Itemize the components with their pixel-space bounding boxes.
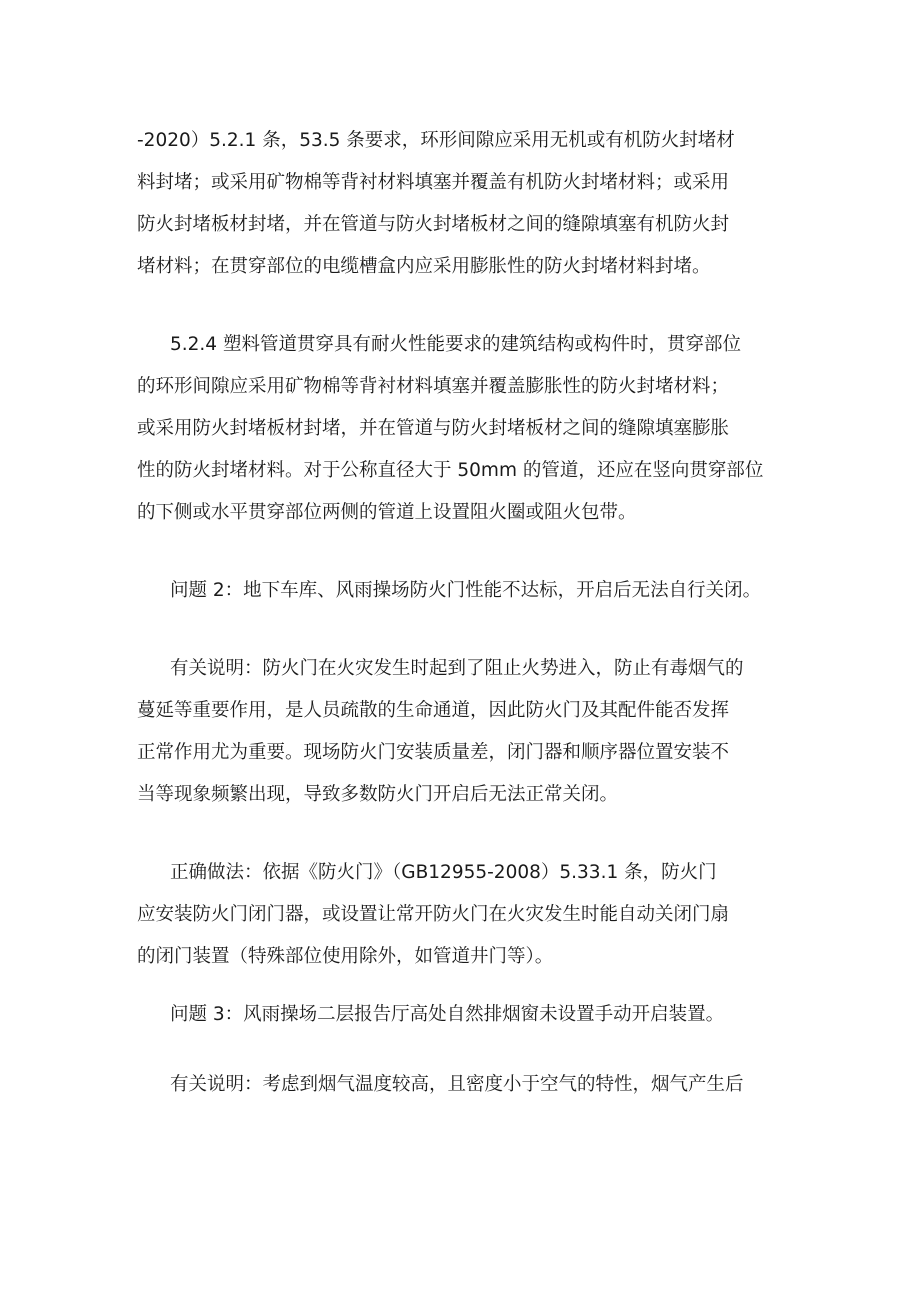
- text-line: 有关说明：考虑到烟气温度较高，且密度小于空气的特性，烟气产生后: [170, 1074, 744, 1095]
- paragraph-spacer: [137, 534, 797, 570]
- text-line: 的下侧或水平贯穿部位两侧的管道上设置阻火圈或阻火包带。: [137, 502, 637, 523]
- text-line: 性的防火封堵材料。对于公称直径大于 50mm 的管道，还应在竖向贯穿部位: [137, 460, 764, 481]
- text-line: 蔓延等重要作用，是人员疏散的生命通道，因此防火门及其配件能否发挥: [137, 700, 730, 721]
- paragraph-issue-3-explanation: [137, 1064, 797, 1106]
- text-line: 当等现象频繁出现，导致多数防火门开启后无法正常关闭。: [137, 784, 619, 805]
- text-line: 防火封堵板材封堵，并在管道与防火封堵板材之间的缝隙填塞有机防火封: [137, 214, 730, 235]
- paragraph-spacer: [137, 288, 797, 324]
- text-line: 的环形间隙应采用矿物棉等背衬材料填塞并覆盖膨胀性的防火封堵材料；: [137, 376, 730, 397]
- text-line: -2020）5.2.1 条，53.5 条要求，环形间隙应采用无机或有机防火封堵材: [137, 130, 735, 151]
- document-body: [137, 120, 797, 1106]
- paragraph-continuation: [137, 120, 797, 288]
- paragraph-issue-2-correct-practice: [137, 852, 797, 978]
- paragraph-issue-2-explanation: [137, 648, 797, 816]
- paragraph-spacer: [137, 978, 797, 994]
- paragraph-issue-3: [137, 994, 797, 1036]
- text-line: 料封堵；或采用矿物棉等背衬材料填塞并覆盖有机防火封堵材料；或采用: [137, 172, 730, 193]
- text-line: 或采用防火封堵板材封堵，并在管道与防火封堵板材之间的缝隙填塞膨胀: [137, 418, 730, 439]
- paragraph-spacer: [137, 612, 797, 648]
- paragraph-spacer: [137, 1036, 797, 1064]
- paragraph-clause-5-2-4: [137, 324, 797, 534]
- text-line: 问题 2：地下车库、风雨操场防火门性能不达标，开启后无法自行关闭。: [170, 580, 762, 601]
- paragraph-spacer: [137, 816, 797, 852]
- text-line: 5.2.4 塑料管道贯穿具有耐火性能要求的建筑结构或构件时，贯穿部位: [170, 334, 741, 355]
- text-line: 应安装防火门闭门器，或设置让常开防火门在火灾发生时能自动关闭门扇: [137, 904, 730, 925]
- text-line: 有关说明：防火门在火灾发生时起到了阻止火势进入，防止有毒烟气的: [170, 658, 744, 679]
- text-line: 正常作用尤为重要。现场防火门安装质量差，闭门器和顺序器位置安装不: [137, 742, 730, 763]
- text-line: 正确做法：依据《防火门》（GB12955-2008）5.33.1 条，防火门: [170, 862, 717, 883]
- paragraph-issue-2: [137, 570, 797, 612]
- text-line: 问题 3：风雨操场二层报告厅高处自然排烟窗未设置手动开启装置。: [170, 1004, 725, 1025]
- text-line: 的闭门装置（特殊部位使用除外，如管道井门等）。: [137, 946, 554, 967]
- text-line: 堵材料；在贯穿部位的电缆槽盒内应采用膨胀性的防火封堵材料封堵。: [137, 256, 711, 277]
